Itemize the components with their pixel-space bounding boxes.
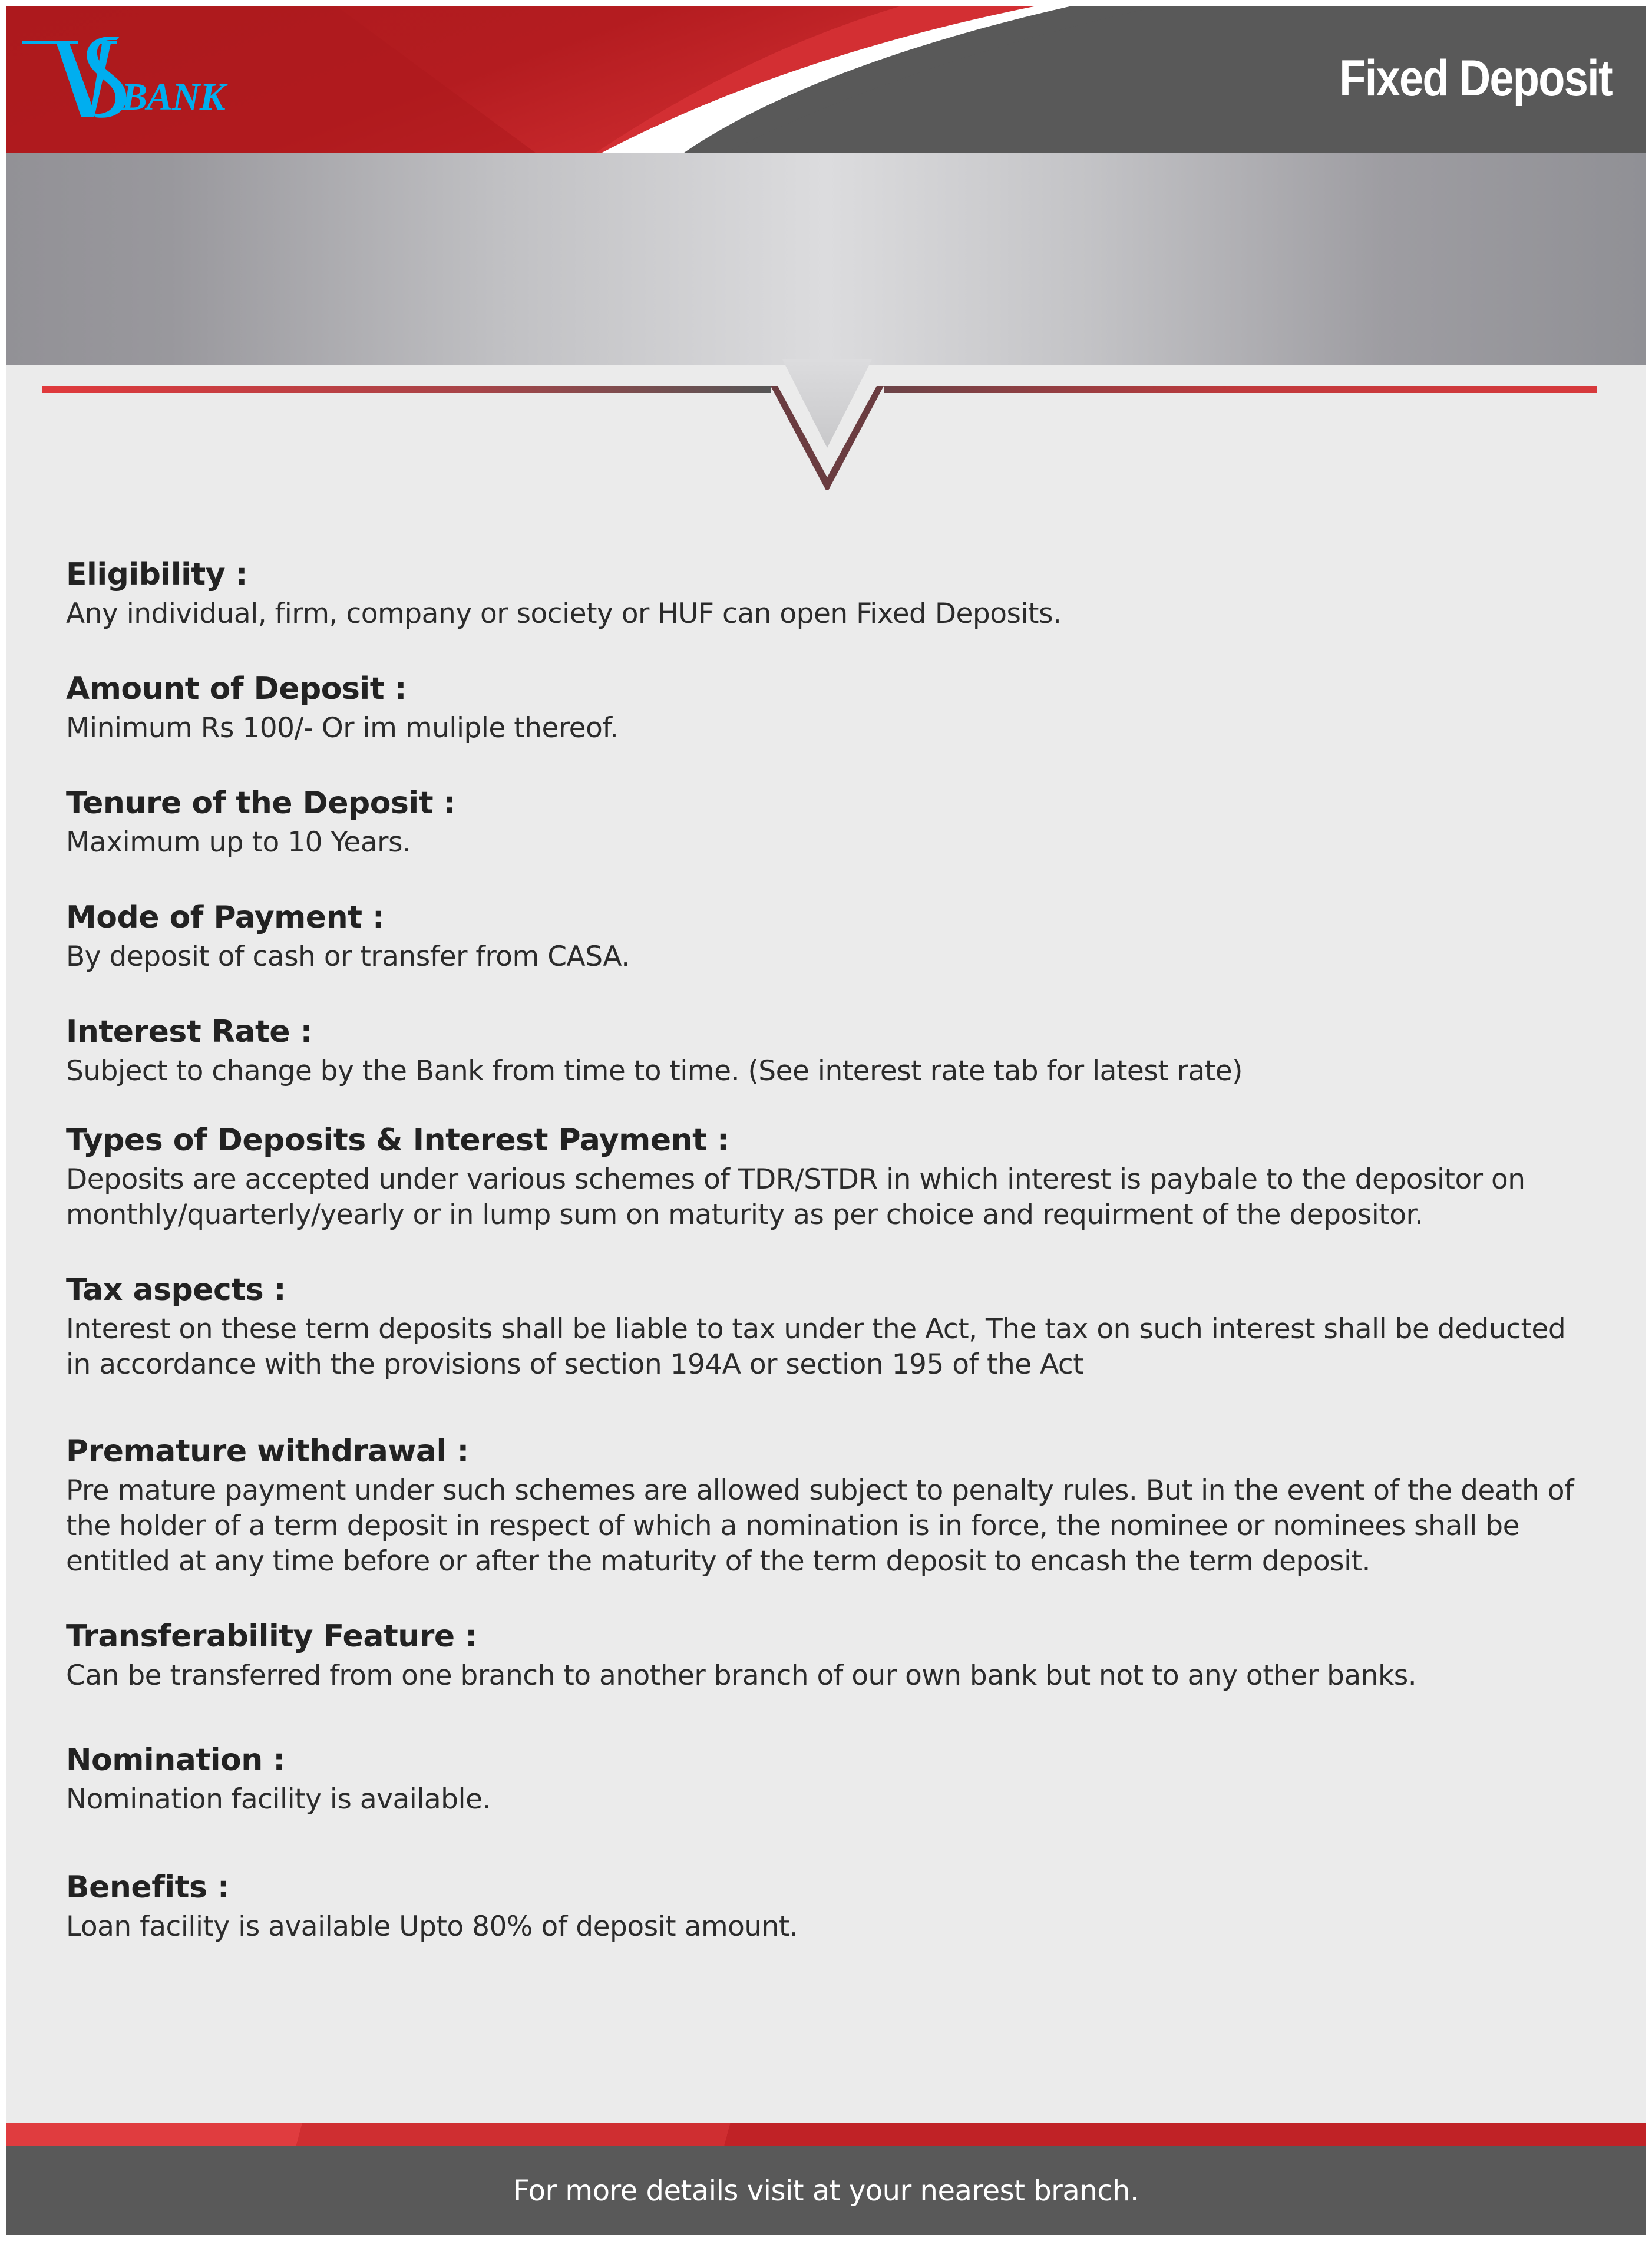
section-heading: Benefits : — [66, 1870, 230, 1905]
section-mode-of-payment — [66, 897, 1598, 975]
section-body: Pre mature payment under such schemes are allowed subject to penalty rules. But in the event of the death of the holder of a term deposit in respect of which a nomination is in force, the nominee or nominees shall be entitled at any time before or after the maturity of the term deposit to encash the term deposit. — [66, 1474, 1574, 1577]
fixed-deposit-page — [6, 6, 1646, 2235]
section-transferability — [66, 1616, 1598, 1694]
section-heading: Transferability Feature : — [66, 1619, 477, 1654]
section-tax-aspects — [66, 1269, 1598, 1382]
section-premature-withdrawal — [66, 1431, 1598, 1579]
footer-red-band — [6, 2123, 1646, 2146]
page-title: Fixed Deposit — [1339, 50, 1612, 107]
section-body: Maximum up to 10 Years. — [66, 826, 411, 859]
section-body: Any individual, firm, company or society or HUF can open Fixed Deposits. — [66, 598, 1062, 630]
section-body: Loan facility is available Upto 80% of deposit amount. — [66, 1910, 798, 1943]
footer — [6, 2146, 1646, 2235]
section-heading: Interest Rate : — [66, 1014, 312, 1049]
section-eligibility — [66, 554, 1598, 632]
section-interest-rate — [66, 1011, 1598, 1089]
hero-banner — [6, 153, 1646, 365]
divider-chevron — [6, 359, 1646, 501]
section-body: Minimum Rs 100/- Or im muliple thereof. — [66, 712, 619, 744]
section-benefits — [66, 1867, 1598, 1945]
section-nomination — [66, 1740, 1598, 1817]
section-tenure — [66, 783, 1598, 860]
section-heading: Eligibility : — [66, 557, 248, 592]
logo-graphic — [22, 32, 246, 120]
divider-line-right — [884, 386, 1597, 393]
section-body: Deposits are accepted under various schemes of TDR/STDR in which interest is paybale to the depositor on monthly/quarterly/yearly or in lump sum on maturity as per choice and requirment of the depositor. — [66, 1163, 1525, 1231]
footer-note: For more details visit at your nearest branch. — [513, 2174, 1139, 2207]
section-heading: Premature withdrawal : — [66, 1434, 469, 1469]
section-body: Nomination facility is available. — [66, 1783, 491, 1816]
section-body: By deposit of cash or transfer from CASA. — [66, 940, 630, 973]
vsbank-logo[interactable] — [22, 32, 246, 120]
banner-pointer — [782, 359, 872, 448]
header — [6, 6, 1646, 153]
divider-line-left — [42, 386, 771, 393]
section-amount-of-deposit — [66, 668, 1598, 746]
section-heading: Tenure of the Deposit : — [66, 785, 455, 821]
section-body: Subject to change by the Bank from time to time. (See interest rate tab for latest rate) — [66, 1055, 1243, 1087]
section-heading: Types of Deposits & Interest Payment : — [66, 1123, 729, 1158]
section-heading: Amount of Deposit : — [66, 671, 407, 707]
section-heading: Mode of Payment : — [66, 900, 385, 935]
section-types-of-deposits — [66, 1120, 1598, 1233]
section-body: Can be transferred from one branch to another branch of our own bank but not to any other banks. — [66, 1659, 1417, 1692]
content — [66, 554, 1598, 1945]
section-heading: Nomination : — [66, 1742, 285, 1778]
section-body: Interest on these term deposits shall be liable to tax under the Act, The tax on such interest shall be deducted in accordance with the provisions of section 194A or section 195 of the Act — [66, 1313, 1566, 1381]
section-heading: Tax aspects : — [66, 1272, 286, 1308]
svg-text:BANK: BANK — [121, 75, 225, 118]
